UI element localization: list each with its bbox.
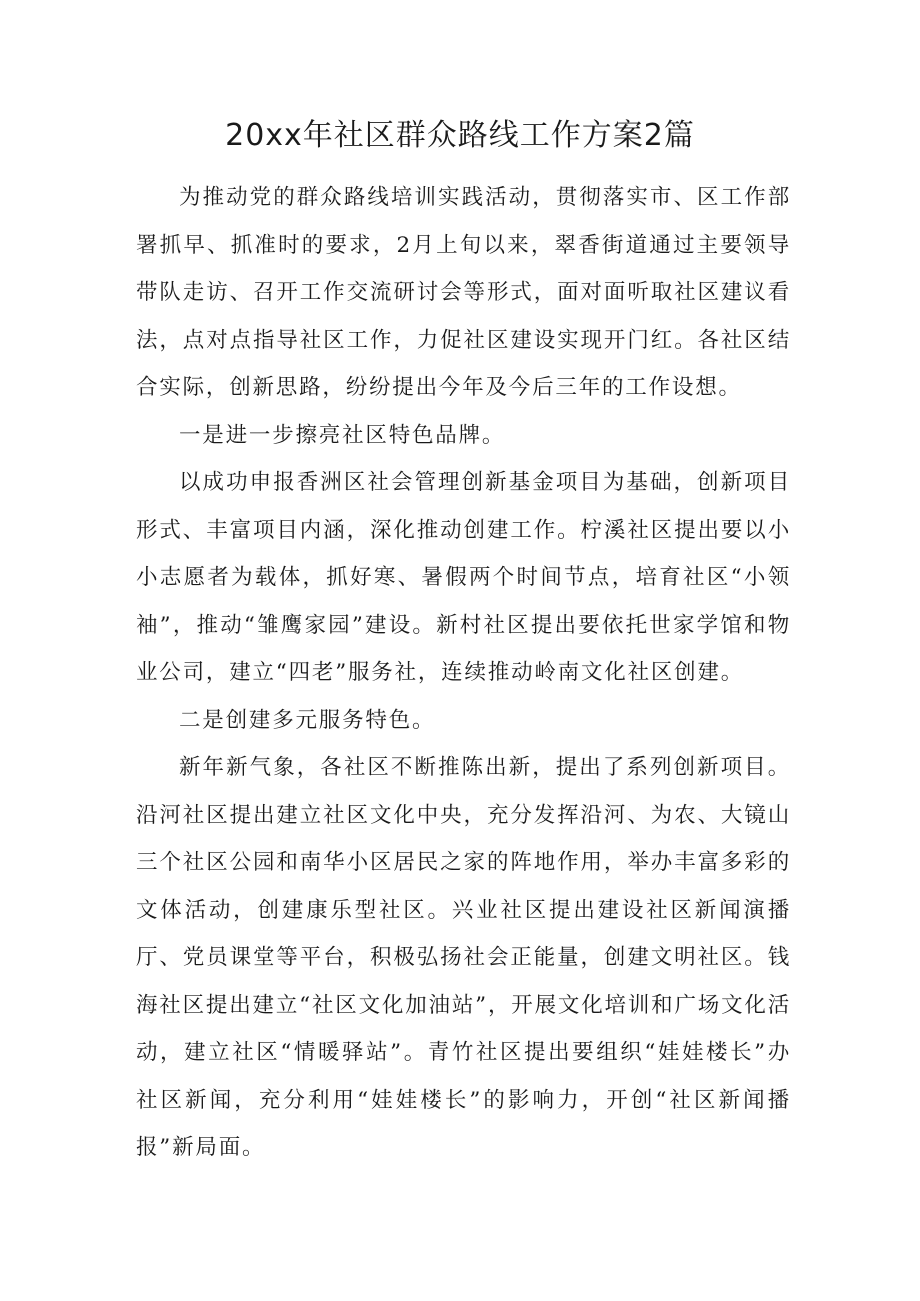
paragraph-brand: 以成功申报香洲区社会管理创新基金项目为基础，创新项目形式、丰富项目内涵，深化推动创建工作。柠溪社区提出要以小小志愿者为载体，抓好寒、暑假两个时间节点，培育社区“小领袖”，推动“雏鹰家园”建设。新村社区提出要依托世家学馆和物业公司，建立“四老”服务社，连续推动岭南文化社区创建。 (136, 470, 791, 685)
paragraph-services: 新年新气象，各社区不断推陈出新，提出了系列创新项目。沿河社区提出建立社区文化中央，充分发挥沿河、为农、大镜山三个社区公园和南华小区居民之家的阵地作用，举办丰富多彩的文体活动，创建康乐型社区。兴业社区提出建设社区新闻演播厅、党员课堂等平台，积极弘扬社会正能量，创建文明社区。钱海社区提出建立“社区文化加油站”，开展文化培训和广场文化活动，建立社区“情暖驿站”。青竹社区提出要组织“娃娃楼长”办社区新闻，充分利用“娃娃楼长”的影响力，开创“社区新闻播报”新局面。 (136, 755, 791, 1160)
document-title: 20xx年社区群众路线工作方案2篇 (225, 118, 695, 153)
document-body (136, 174, 791, 1172)
paragraph-heading-2: 二是创建多元服务特色。 (179, 707, 436, 733)
paragraph-intro: 为推动党的群众路线培训实践活动，贯彻落实市、区工作部署抓早、抓准时的要求，2月上旬以来，翠香街道通过主要领导带队走访、召开工作交流研讨会等形式，面对面听取社区建议看法，点对点指导社区工作，力促社区建设实现开门红。各社区结合实际，创新思路，纷纷提出今年及今后三年的工作设想。 (136, 185, 791, 400)
paragraph-heading-1: 一是进一步擦亮社区特色品牌。 (179, 422, 506, 448)
